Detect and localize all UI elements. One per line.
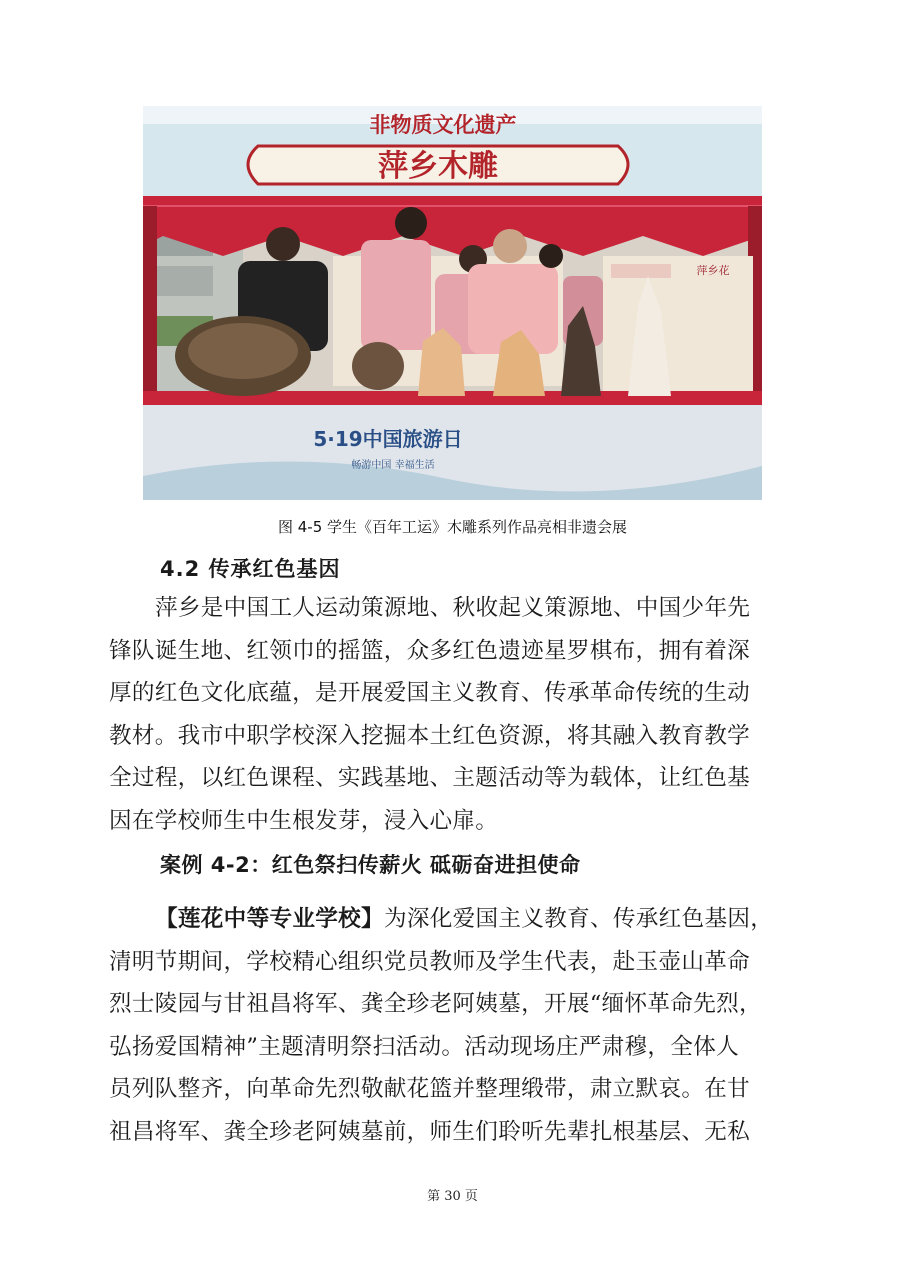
section-paragraph (109, 587, 799, 842)
paragraph-line: 萍乡是中国工人运动策源地、秋收起义策源地、中国少年先 (155, 595, 751, 621)
paragraph-line (109, 898, 799, 941)
paragraph-line: 员列队整齐，向革命先烈敬献花篮并整理缎带，肃立默哀。在甘 (109, 1076, 751, 1102)
school-name: 【莲花中等专业学校】 (155, 906, 384, 932)
page-number: 第 30 页 (427, 1189, 478, 1204)
paragraph-line: 弘扬爱国精神”主题清明祭扫活动。活动现场庄严肃穆，全体人 (109, 1033, 739, 1060)
paragraph-line: 因在学校师生中生根发芽，浸入心扉。 (109, 807, 499, 834)
case-title: 案例 4-2：红色祭扫传薪火 砥砺奋进担使命 (160, 853, 581, 877)
table-banner-sub-text: 畅游中国 幸福生活 (351, 460, 435, 471)
case-paragraph (109, 898, 799, 1153)
exhibition-photo (143, 106, 762, 500)
first-line-rest: 为深化爱国主义教育、传承红色基因， (383, 906, 774, 932)
paragraph-line: 清明节期间，学校精心组织党员教师及学生代表，赴玉壶山革命 (109, 948, 751, 975)
paragraph-line: 锋队诞生地、红领巾的摇篮，众多红色遗迹星罗棋布，拥有着深 (109, 637, 751, 664)
paragraph-line: 教材。我市中职学校深入挖掘本土红色资源，将其融入教育教学 (109, 722, 751, 749)
table-banner-text: 5·19中国旅游日 (313, 427, 463, 451)
paragraph-line: 全过程，以红色课程、实践基地、主题活动等为载体，让红色基 (109, 765, 751, 791)
section-heading: 4.2 传承红色基因 (160, 557, 341, 581)
paragraph-line: 厚的红色文化底蕴，是开展爱国主义教育、传承革命传统的生动 (109, 680, 751, 706)
banner-main-text: 萍乡木雕 (378, 149, 498, 184)
paragraph-line: 烈士陵园与甘祖昌将军、龚全珍老阿姨墓，开展“缅怀革命先烈， (109, 991, 762, 1017)
banner-top-text: 非物质文化遗产 (369, 113, 517, 137)
side-sign-text: 萍乡花 (696, 264, 730, 277)
paragraph-line: 祖昌将军、龚全珍老阿姨墓前，师生们聆听先辈扎根基层、无私 (109, 1118, 751, 1145)
figure-caption: 图 4-5 学生《百年工运》木雕系列作品亮相非遗会展 (277, 518, 628, 536)
